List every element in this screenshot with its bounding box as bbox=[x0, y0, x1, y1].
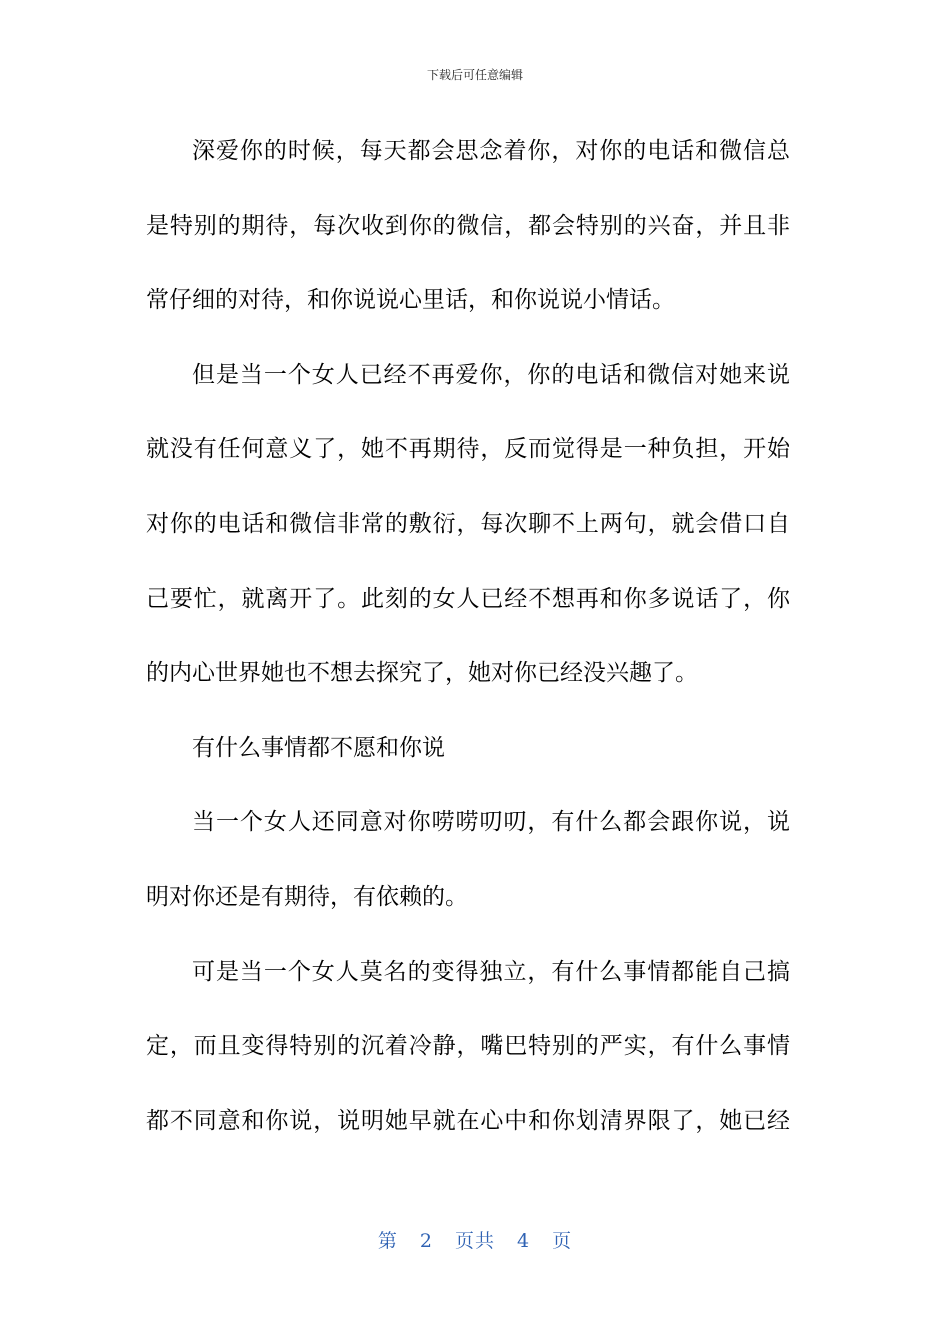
text-line: 是特别的期待，每次收到你的微信，都会特别的兴奋，并且非 bbox=[146, 212, 790, 239]
page-header: 下载后可任意编辑 bbox=[426, 68, 523, 82]
text-line: 己要忙，就离开了。此刻的女人已经不想再和你多说话了，你 bbox=[146, 585, 790, 612]
footer-suffix: 页 bbox=[552, 1230, 573, 1252]
footer-total-pages: 4 bbox=[517, 1230, 531, 1252]
footer-current-page: 2 bbox=[419, 1230, 433, 1252]
text-line: 常仔细的对待，和你说说心里话，和你说说小情话。 bbox=[146, 287, 675, 314]
text-line: 就没有任何意义了，她不再期待，反而觉得是一种负担，开始 bbox=[146, 436, 790, 463]
section-heading: 有什么事情都不愿和你说 bbox=[192, 734, 445, 761]
text-line: 定，而且变得特别的沉着冷静，嘴巴特别的严实，有什么事情 bbox=[146, 1033, 790, 1060]
body-text bbox=[146, 114, 790, 1158]
page-footer bbox=[0, 1226, 950, 1253]
footer-prefix: 第 bbox=[377, 1230, 398, 1252]
text-line: 的内心世界她也不想去探究了，她对你已经没兴趣了。 bbox=[146, 660, 698, 687]
text-line: 对你的电话和微信非常的敷衍，每次聊不上两句，就会借口自 bbox=[146, 510, 790, 537]
footer-middle: 页共 bbox=[454, 1230, 495, 1252]
text-line: 深爱你的时候，每天都会思念着你，对你的电话和微信总 bbox=[192, 138, 790, 164]
text-line: 但是当一个女人已经不再爱你，你的电话和微信对她来说 bbox=[192, 361, 790, 388]
text-line: 明对你还是有期待，有依赖的。 bbox=[146, 883, 468, 910]
text-line: 可是当一个女人莫名的变得独立，有什么事情都能自己搞 bbox=[192, 958, 790, 985]
text-line: 当一个女人还同意对你唠唠叨叨，有什么都会跟你说，说 bbox=[192, 809, 790, 836]
text-line: 都不同意和你说，说明她早就在心中和你划清界限了，她已经 bbox=[146, 1107, 790, 1134]
